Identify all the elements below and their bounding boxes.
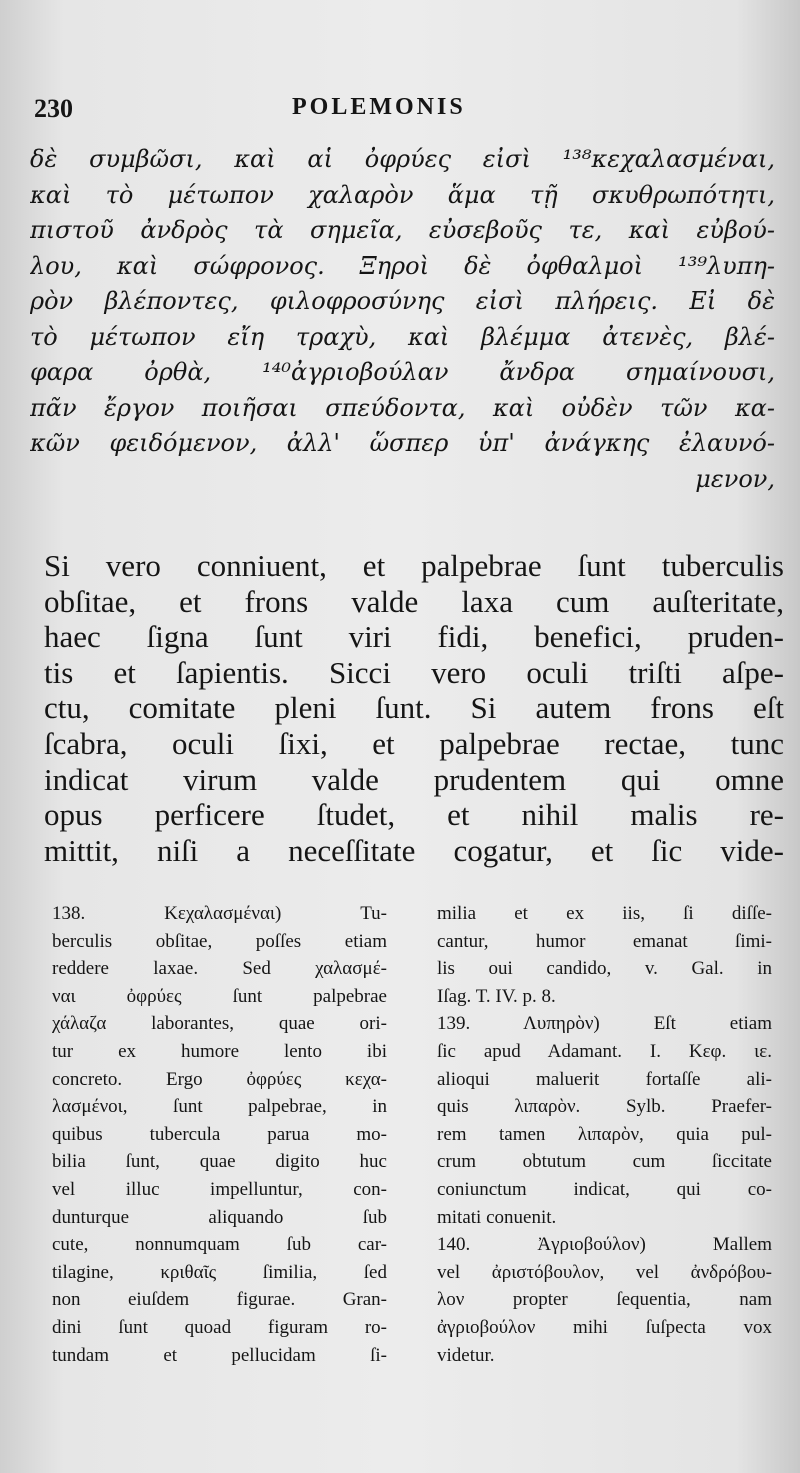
latin-line: tis et ſapientis. Sicci vero oculi triſti aſpe-	[44, 654, 784, 690]
greek-line: λου, καὶ σώφρονος. Ξηροὶ δὲ ὀφθαλμοὶ ¹³⁹λυπη-	[30, 251, 775, 280]
footnotes-right-column	[437, 900, 772, 1369]
footnote-line: rem tamen λιπαρὸν, quia pul-	[437, 1123, 772, 1145]
footnote-line: tundam et pellucidam ſi-	[52, 1344, 387, 1366]
greek-line: ρὸν βλέποντες, φιλοφροσύνης εἰσὶ πλήρεις. Εἰ δὲ	[30, 287, 775, 315]
footnote-line: bilia ſunt, quae digito huc	[52, 1151, 387, 1173]
footnote-line: mitati conuenit.	[437, 1206, 557, 1228]
footnote-line: cute, nonnumquam ſub car-	[52, 1234, 387, 1256]
page-number: 230	[34, 94, 73, 123]
page-header	[34, 94, 760, 124]
greek-line: τὸ μέτωπον εἴη τραχὺ, καὶ βλέμμα ἀτενὲς, βλέ-	[30, 322, 775, 351]
footnote-line: milia et ex iis, ſi diſſe-	[437, 903, 772, 924]
footnote-line: coniunctum indicat, qui co-	[437, 1178, 772, 1200]
footnote-line: videtur.	[437, 1344, 495, 1366]
footnote-line: non eiuſdem figurae. Gran-	[52, 1289, 387, 1311]
footnote-line: crum obtutum cum ſiccitate	[437, 1151, 772, 1173]
footnote-line: vel illuc impelluntur, con-	[52, 1178, 387, 1200]
footnote-line: 138. Κεχαλασμέναι) Tu-	[52, 903, 387, 924]
latin-line: haec ſigna ſunt viri fidi, benefici, pruden-	[44, 619, 784, 655]
running-head: POLEMONIS	[292, 94, 466, 120]
footnotes	[52, 900, 772, 1369]
greek-line: μενον,	[695, 464, 775, 493]
footnote-line: ναι ὀφρύες ſunt palpebrae	[52, 985, 387, 1007]
footnote-line: quis λιπαρὸν. Sylb. Praefer-	[437, 1096, 772, 1118]
footnote-line: reddere laxae. Sed χαλασμέ-	[52, 958, 387, 980]
latin-line: obſitae, et frons valde laxa cum auſteritate,	[44, 583, 784, 619]
footnote-line: ἀγριοβούλον mihi ſuſpecta vox	[437, 1316, 772, 1338]
footnote-line: λασμένοι, ſunt palpebrae, in	[52, 1096, 387, 1118]
greek-text-block	[30, 142, 775, 497]
footnote-line: berculis obſitae, poſſes etiam	[52, 930, 387, 952]
footnote-line: dunturque aliquando ſub	[52, 1206, 387, 1228]
footnote-line: 139. Λυπηρὸν) Eſt etiam	[437, 1013, 772, 1035]
latin-line: ctu, comitate pleni ſunt. Si autem frons eſt	[44, 690, 784, 726]
greek-line: καὶ τὸ μέτωπον χαλαρὸν ἅμα τῇ σκυθρωπότητι,	[30, 180, 775, 209]
footnote-line: lis oui candido, v. Gal. in	[437, 958, 772, 980]
footnote-line: alioqui maluerit fortaſſe ali-	[437, 1068, 772, 1090]
footnotes-left-column	[52, 900, 387, 1369]
footnote-line: quibus tubercula parua mo-	[52, 1123, 387, 1145]
footnote-line: Iſag. T. IV. p. 8.	[437, 985, 556, 1007]
footnote-line: dini ſunt quoad figuram ro-	[52, 1316, 387, 1338]
latin-line: indicat virum valde prudentem qui omne	[44, 761, 784, 797]
latin-translation-block	[44, 548, 784, 868]
footnote-line: tilagine, κριθαῖς ſimilia, ſed	[52, 1261, 387, 1283]
latin-line: opus perficere ſtudet, et nihil malis re-	[44, 797, 784, 833]
footnote-line: ſic apud Adamant. I. Κεφ. ιε.	[437, 1040, 772, 1062]
footnote-line: cantur, humor emanat ſimi-	[437, 930, 772, 952]
latin-line: Si vero conniuent, et palpebrae ſunt tuberculis	[44, 548, 784, 583]
greek-line: κῶν φειδόμενον, ἀλλ' ὥσπερ ὑπ' ἀνάγκης ἐλαυνό-	[30, 429, 775, 457]
footnote-line: χάλαζα laborantes, quae ori-	[52, 1013, 387, 1035]
footnote-line: tur ex humore lento ibi	[52, 1040, 387, 1062]
footnote-line: concreto. Ergo ὀφρύες κεχα-	[52, 1068, 387, 1090]
footnote-line: 140. Ἀγριοβούλον) Mallem	[437, 1234, 772, 1256]
footnote-line: vel ἀριστόβουλον, vel ἀνδρόβου-	[437, 1261, 772, 1283]
greek-line: πᾶν ἔργον ποιῆσαι σπεύδοντα, καὶ οὐδὲν τῶν κα-	[30, 393, 775, 422]
latin-line: mittit, niſi a neceſſitate cogatur, et ſic vide-	[44, 832, 784, 868]
greek-line: πιστοῦ ἀνδρὸς τὰ σημεῖα, εὐσεβοῦς τε, καὶ εὐβού-	[30, 216, 775, 244]
greek-line: δὲ συμβῶσι, καὶ αἱ ὀφρύες εἰσὶ ¹³⁸κεχαλασμέναι,	[30, 145, 775, 173]
footnote-line: λον propter ſequentia, nam	[437, 1289, 772, 1311]
latin-line: ſcabra, oculi ſixi, et palpebrae rectae, tunc	[44, 725, 784, 761]
greek-line: φαρα ὀρθὰ, ¹⁴⁰ἀγριοβούλαν ἄνδρα σημαίνουσι,	[30, 358, 775, 386]
